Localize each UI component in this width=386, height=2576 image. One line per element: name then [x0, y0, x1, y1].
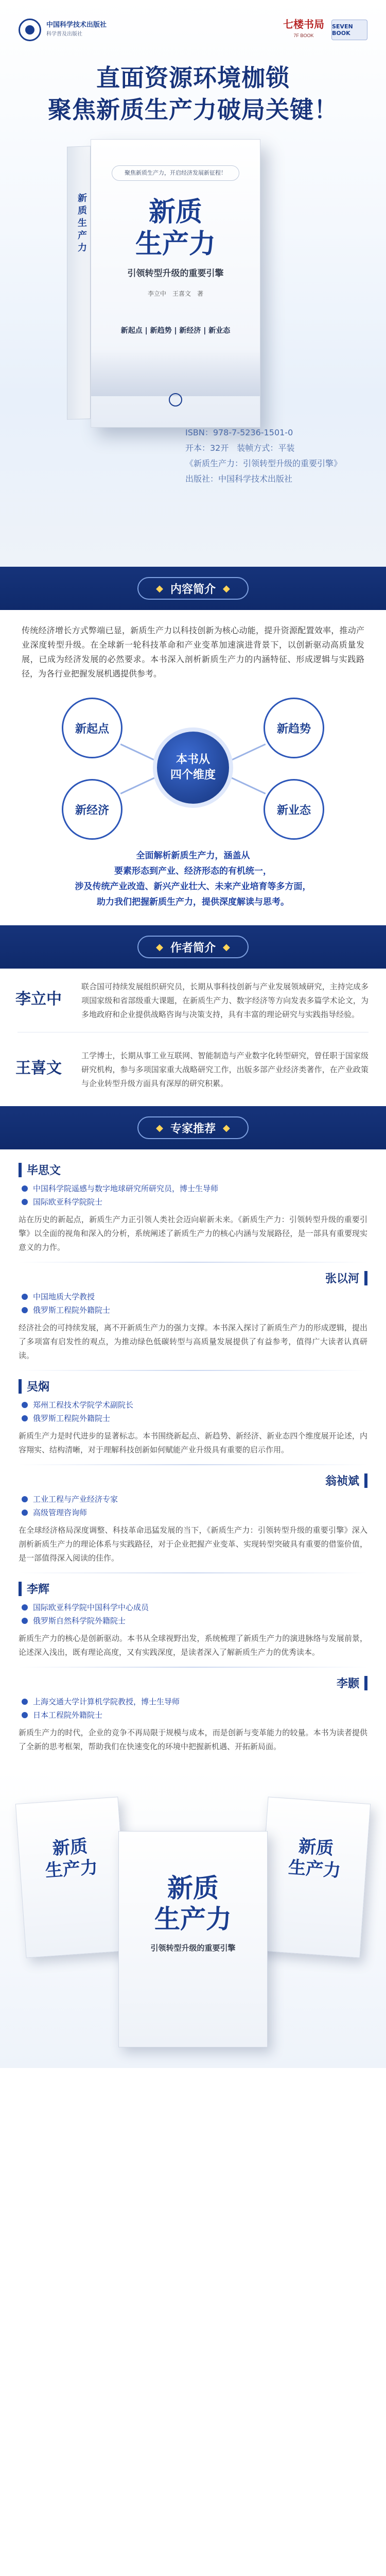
hero-title-line2: 聚焦新质生产力破局关键！	[48, 96, 338, 124]
connector-line	[120, 773, 163, 794]
bullet-icon	[22, 1307, 28, 1313]
bullet-icon	[22, 1604, 28, 1611]
accent-bar	[19, 1163, 22, 1177]
author-card	[0, 1038, 386, 1106]
logo-bar	[19, 14, 367, 45]
book-front-center	[118, 1831, 268, 2047]
connector-line	[223, 743, 266, 765]
expert-card	[19, 1472, 367, 1565]
book-title-line2: 生产力	[287, 1857, 342, 1882]
brand-cn-text: 七楼书局	[283, 18, 324, 30]
book-front-cover	[91, 139, 260, 428]
hero-title	[0, 62, 386, 126]
expert-title: 上海交通大学计算机学院教授，博士生导师	[33, 1697, 180, 1706]
press-name-main: 中国科学技术出版社	[46, 21, 107, 29]
diagram-center	[157, 732, 229, 804]
accent-bar	[364, 1271, 367, 1285]
book-authors: 李立中 王喜文 著	[147, 290, 203, 297]
diamond-icon: ◆	[156, 583, 163, 594]
expert-title: 工业工程与产业经济专家	[33, 1495, 118, 1504]
expert-quote: 新质生产力是时代进步的显著标志。本书围绕新起点、新趋势、新经济、新业态四个维度展开论述，内容翔实、结构清晰，对于理解科技创新如何赋能产业升级具有重要的启示作用。	[19, 1431, 367, 1454]
expert-card	[19, 1675, 367, 1754]
book-tagline: 聚焦新质生产力，开启经济发展新征程！	[112, 165, 239, 181]
author-name: 李立中	[15, 990, 62, 1008]
diamond-icon: ◆	[156, 1122, 163, 1133]
expert-name: 张以河	[325, 1273, 359, 1285]
divider	[19, 1572, 367, 1573]
book-title-line2: 生产力	[44, 1857, 99, 1882]
diagram-node-new-start: 新起点	[62, 698, 122, 758]
authors-section-label: 作者简介	[170, 941, 216, 955]
diagram-node-new-economy: 新经济	[62, 779, 122, 840]
expert-quote: 新质生产力的时代，企业的竞争不再局限于规模与成本，而是创新与变革能力的较量。本书为读者提供了全新的思考框架，帮助我们在快速变化的环境中把握新机遇、开拓新局面。	[19, 1728, 367, 1751]
book-spine	[67, 146, 91, 420]
brand-cn-sub: 7F BOOK	[293, 33, 314, 38]
book-title	[19, 1833, 123, 1884]
divider	[19, 1464, 367, 1465]
content-summary	[0, 846, 386, 925]
expert-quote: 经济社会的可持续发展，离不开新质生产力的强力支撑。本书深入探讨了新质生产力的形成逻辑，提出了多项富有启发性的观点，为推动绿色低碳转型与高质量发展提供了有益参考，值得广大读者认真研读。	[19, 1323, 367, 1360]
experts-section-label: 专家推荐	[170, 1122, 216, 1136]
book-subtitle: 引领转型升级的重要引擎	[127, 268, 224, 279]
book-photo-section	[0, 1769, 386, 2068]
expert-title: 高级管理咨询师	[33, 1508, 87, 1517]
experts-section-pill	[137, 1116, 249, 1139]
authors-section-pill	[137, 936, 249, 958]
bullet-icon	[22, 1496, 28, 1502]
press-name-sub: 科学普及出版社	[46, 31, 82, 37]
book-back-left	[15, 1797, 129, 1958]
content-section-label: 内容简介	[170, 583, 216, 596]
author-bio: 联合国可持续发展组织研究员，长期从事科技创新与产业发展领域研究，主持完成多项国家级和省部级重大课题，在新质生产力、数字经济等方向发表多篇学术论文，为多地政府和企业提供战略咨询与决策支持，具有丰富的理论研究与实践指导经验。	[81, 982, 369, 1019]
hero-title-line1: 直面资源环境枷锁	[96, 64, 290, 92]
expert-name: 李辉	[27, 1583, 50, 1596]
diamond-icon: ◆	[223, 1122, 230, 1133]
book-title	[91, 196, 260, 260]
bullet-icon	[22, 1618, 28, 1624]
book-title-line1: 新质	[297, 1836, 335, 1859]
authors-section-header	[0, 925, 386, 969]
book-back-right	[257, 1797, 371, 1958]
expert-card	[19, 1581, 367, 1659]
experts-list	[0, 1149, 386, 1769]
diagram-center-line2: 四个维度	[170, 769, 216, 782]
bullet-icon	[22, 1510, 28, 1516]
bullet-icon	[22, 1294, 28, 1300]
bullet-icon	[22, 1199, 28, 1205]
expert-card	[19, 1378, 367, 1457]
book-title-line1: 新质	[167, 1873, 219, 1903]
divider	[19, 1370, 367, 1371]
brand-logos	[283, 19, 367, 41]
summary-line: 全面解析新质生产力，涵盖从	[136, 851, 250, 861]
author-bio: 工学博士，长期从事工业互联网、智能制造与产业数字化转型研究，曾任职于国家级研究机构，参与多项国家重大战略研究工作，出版多部产业经济类著作，在产业政策与企业转型升级方面具有深厚的研究积累。	[81, 1051, 369, 1088]
info-isbn: ISBN：978-7-5236-1501-0	[185, 428, 293, 437]
diagram-node-new-business: 新业态	[264, 779, 324, 840]
experts-section-header	[0, 1106, 386, 1149]
content-section-pill	[137, 577, 249, 600]
book-ribbon	[91, 350, 260, 396]
divider	[19, 1262, 367, 1263]
book-subtitle: 引领转型升级的重要引擎	[150, 1943, 236, 1953]
brand-cn-logo	[283, 19, 324, 41]
bullet-icon	[22, 1185, 28, 1192]
diagram-node-new-trend: 新趋势	[264, 698, 324, 758]
summary-line: 助力我们把握新质生产力，提供深度解读与思考。	[97, 897, 289, 907]
connector-line	[120, 743, 163, 765]
bullet-icon	[22, 1415, 28, 1421]
book-title-line1: 新质	[51, 1836, 89, 1859]
bullet-icon	[22, 1699, 28, 1705]
author-card	[0, 969, 386, 1027]
publisher-logo-icon	[169, 393, 182, 406]
expert-name: 吴焖	[27, 1381, 50, 1394]
hero-section	[0, 0, 386, 567]
summary-line: 要素形态到产业、经济形态的有机统一，	[114, 866, 272, 876]
diamond-icon: ◆	[223, 941, 230, 953]
accent-bar	[364, 1676, 367, 1690]
divider	[19, 1667, 367, 1668]
expert-card	[19, 1270, 367, 1363]
expert-title: 俄罗斯工程院外籍院士	[33, 1414, 111, 1423]
info-publisher: 出版社：中国科学技术出版社	[185, 474, 293, 484]
expert-quote: 在全球经济格局深度调整、科技革命迅猛发展的当下，《新质生产力：引领转型升级的重要引擎》深入剖析新质生产力的理论体系与实践路径，对于企业把握产业变革、实现转型突破具有重要的借鉴价值，是一部值得深入阅读的佳作。	[19, 1526, 367, 1563]
book-title-line1: 新质	[148, 196, 202, 228]
book-title-line2: 生产力	[154, 1904, 232, 1934]
expert-title: 郑州工程技术学院学术副院长	[33, 1400, 134, 1410]
content-intro: 传统经济增长方式弊端已显，新质生产力以科技创新为核心动能，提升资源配置效率，推动产业深度转型升级。在全球新一轮科技革命和产业变革加速演进背景下，以创新驱动高质量发展，已成为经济发展的必然要求。本书深入剖析新质生产力的内涵特征、形成逻辑与实践路径，为各行业把握发展机遇提供参考。	[22, 625, 364, 679]
connector-line	[223, 773, 266, 794]
expert-title: 中国科学院遥感与数字地球研究所研究员，博士生导师	[33, 1184, 219, 1193]
book-title	[119, 1873, 267, 1935]
accent-bar	[364, 1473, 367, 1488]
summary-line: 涉及传统产业改造、新兴产业壮大、未来产业培育等多方面，	[75, 882, 311, 892]
book-spine-text: 新质生产力	[76, 193, 87, 256]
expert-title: 国际欧亚科学院院士	[33, 1197, 103, 1207]
book-cover-3d	[67, 139, 262, 428]
diamond-icon: ◆	[223, 583, 230, 594]
author-name: 王喜文	[15, 1059, 62, 1077]
expert-name: 毕思文	[27, 1164, 61, 1177]
bullet-icon	[22, 1402, 28, 1408]
expert-name: 李颢	[336, 1677, 359, 1690]
bullet-icon	[22, 1712, 28, 1718]
accent-bar	[19, 1379, 22, 1394]
diamond-icon: ◆	[156, 941, 163, 953]
brand-mark-logo: SEVEN BOOK	[331, 20, 367, 40]
book-title-line2: 生产力	[135, 228, 216, 260]
four-dimension-diagram	[0, 691, 386, 846]
press-logo-icon	[19, 19, 41, 41]
expert-title: 中国地质大学教授	[33, 1292, 95, 1301]
info-format: 开本：32开 装帧方式：平装	[185, 443, 295, 453]
expert-title: 日本工程院外籍院士	[33, 1710, 103, 1720]
book-keywords: 新起点 | 新趋势 | 新经济 | 新业态	[120, 327, 231, 335]
expert-title: 俄罗斯工程院外籍院士	[33, 1306, 111, 1315]
expert-title: 国际欧亚科学院中国科学中心成员	[33, 1603, 149, 1612]
book-info	[185, 425, 365, 487]
expert-title: 俄罗斯自然科学院外籍院士	[33, 1616, 126, 1625]
expert-card	[19, 1162, 367, 1255]
content-section-header	[0, 567, 386, 610]
info-fulltitle: 《新质生产力：引领转型升级的重要引擎》	[185, 459, 342, 468]
press-name	[46, 21, 107, 39]
expert-name: 翁祯斌	[325, 1475, 359, 1488]
accent-bar	[19, 1582, 22, 1596]
diagram-center-line1: 本书从	[176, 753, 210, 766]
expert-quote: 站在历史的新起点，新质生产力正引领人类社会迈向崭新未来。《新质生产力：引领转型升级的重要引擎》以全面的视角和深入的分析，系统阐述了新质生产力的核心内涵与发展路径，是一部具有重要现实意义的力作。	[19, 1215, 367, 1252]
book-title	[263, 1833, 367, 1884]
expert-quote: 新质生产力的核心是创新驱动。本书从全球视野出发，系统梳理了新质生产力的演进脉络与发展前景，论述深入浅出，既有理论高度，又有实践深度，是读者深入了解新质生产力的优秀读本。	[19, 1634, 367, 1657]
